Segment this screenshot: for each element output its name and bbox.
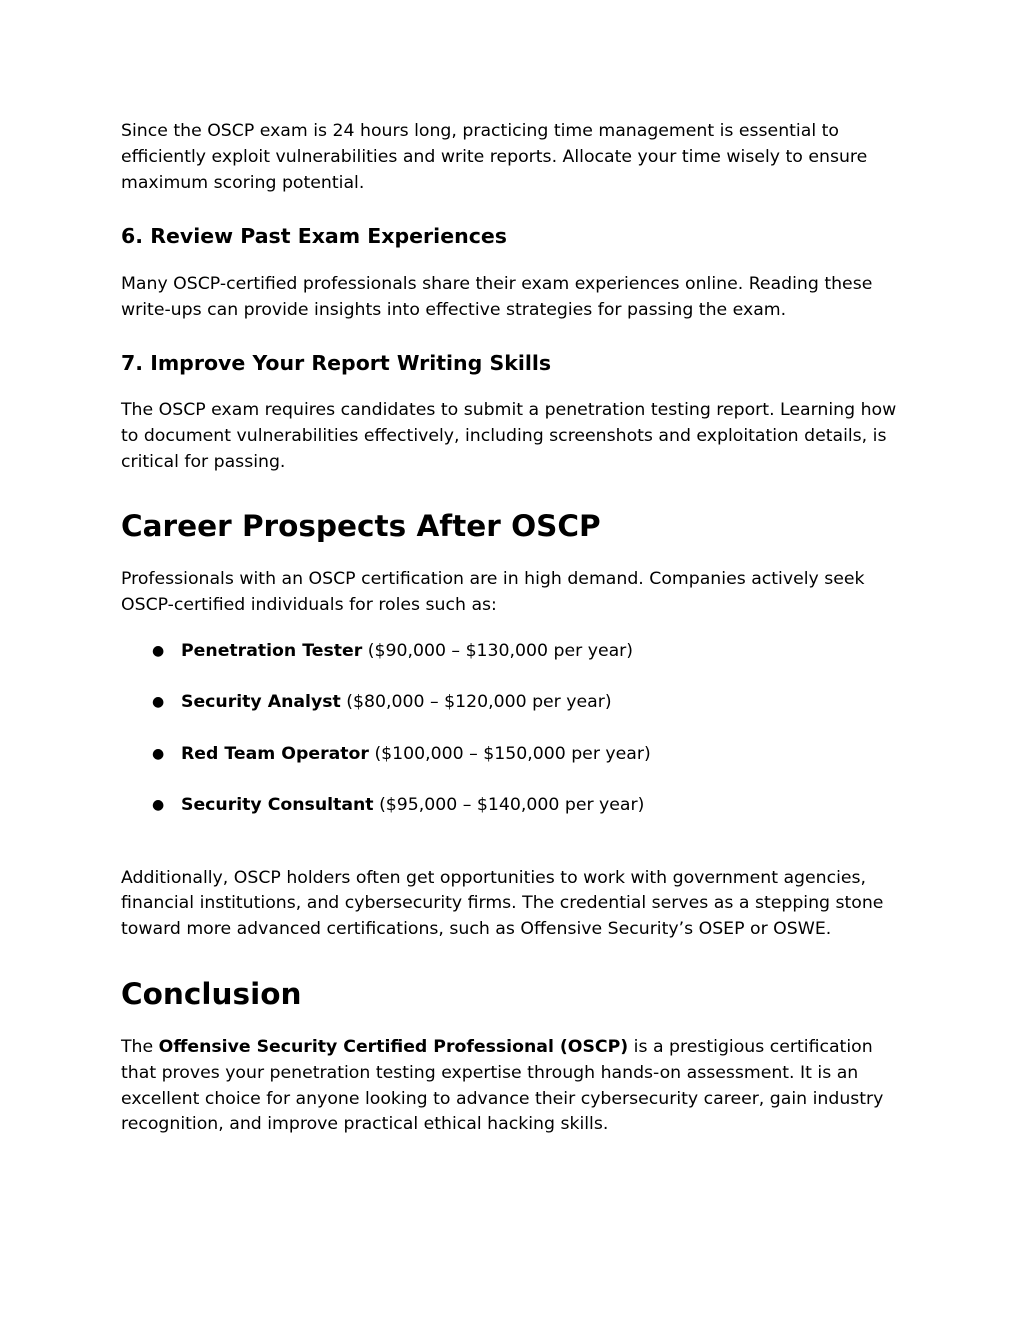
section-heading-report-writing: 7. Improve Your Report Writing Skills	[121, 350, 552, 375]
bullet-icon: ●	[152, 694, 165, 711]
list-item	[121, 742, 901, 768]
career-prospects-heading: Career Prospects After OSCP	[121, 509, 601, 544]
section-body-review-past-exams: Many OSCP-certified professionals share their exam experiences online. Reading these write-ups can provide insights into effective strategies for passing the exam.	[121, 274, 873, 321]
role-salary: ($80,000 – $120,000 per year)	[346, 692, 612, 713]
role-title: Security Consultant	[181, 794, 374, 815]
section-heading-review-past-exams: 6. Review Past Exam Experiences	[121, 224, 507, 249]
role-salary: ($90,000 – $130,000 per year)	[367, 640, 634, 661]
bullet-icon: ●	[152, 745, 165, 762]
role-title: Red Team Operator	[181, 743, 369, 764]
document-page	[121, 119, 901, 1138]
role-salary: ($95,000 – $140,000 per year)	[379, 794, 645, 815]
list-item	[121, 690, 901, 716]
bullet-icon: ●	[152, 796, 165, 813]
bullet-icon: ●	[152, 642, 165, 659]
role-title: Penetration Tester	[181, 640, 363, 661]
conclusion-heading: Conclusion	[121, 977, 302, 1012]
career-roles-list	[121, 639, 901, 819]
conclusion-bold-term: Offensive Security Certified Professional (OSCP)	[158, 1037, 629, 1058]
role-title: Security Analyst	[181, 692, 341, 713]
career-additional-paragraph: Additionally, OSCP holders often get opportunities to work with government agencies, financial institutions, and cybersecurity firms. The credential serves as a stepping stone toward more advanced certifications, such as Offensive Security’s OSEP or OSWE.	[121, 867, 884, 940]
career-prospects-intro: Professionals with an OSCP certification are in high demand. Companies actively seek OSCP-certified individuals for roles such as:	[121, 569, 865, 616]
conclusion-lead: The	[121, 1037, 154, 1058]
list-item	[121, 793, 901, 819]
role-salary: ($100,000 – $150,000 per year)	[374, 743, 651, 764]
conclusion-rest: is a prestigious certification that proves your penetration testing expertise through hands-on assessment. It is an excellent choice for anyone looking to advance their cybersecurity career, gain industry recognition, and improve practical ethical hacking skills.	[121, 1037, 884, 1135]
list-item	[121, 639, 901, 665]
conclusion-paragraph	[121, 1035, 901, 1138]
section-body-report-writing: The OSCP exam requires candidates to submit a penetration testing report. Learning how to document vulnerabilities effectively, including screenshots and exploitation details, is critical for passing.	[121, 399, 897, 472]
intro-paragraph: Since the OSCP exam is 24 hours long, practicing time management is essential to efficiently exploit vulnerabilities and write reports. Allocate your time wisely to ensure maximum scoring potential.	[121, 121, 868, 193]
